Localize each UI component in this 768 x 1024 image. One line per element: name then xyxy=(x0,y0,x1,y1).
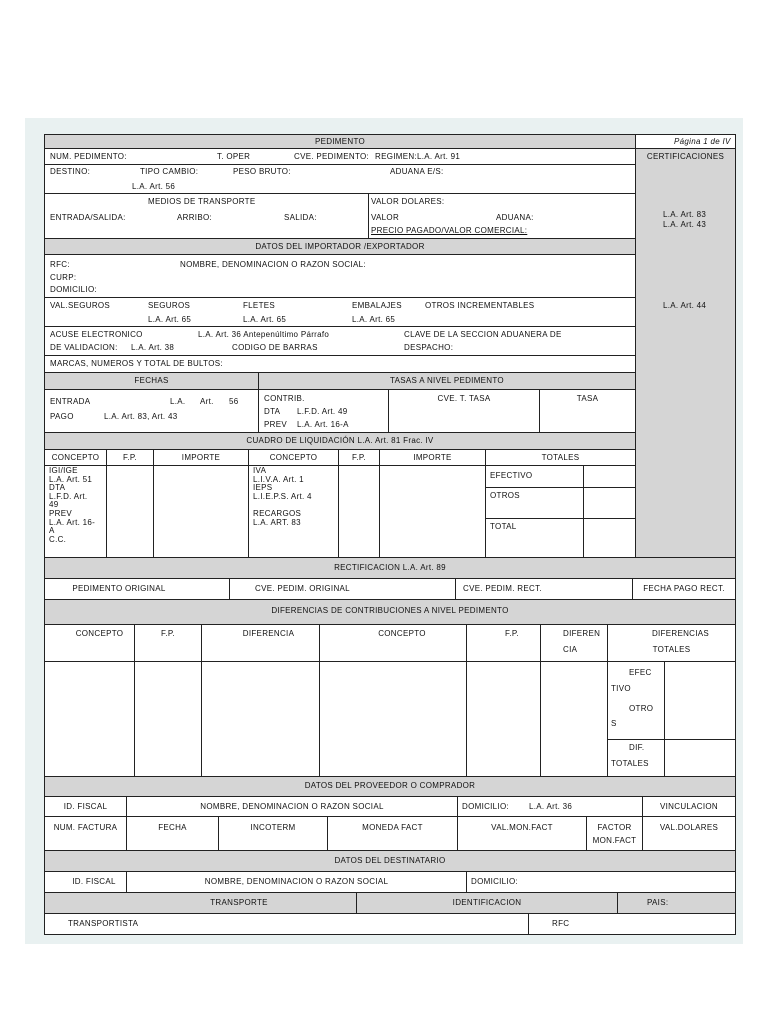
liq-importe-col-1 xyxy=(153,465,249,558)
factor-label-2: MON.FACT xyxy=(592,836,637,845)
dif-diferen-label: DIFEREN xyxy=(563,629,601,638)
dest-domicilio-label: DOMICILIO: xyxy=(471,877,519,886)
fletes-art65: L.A. Art. 65 xyxy=(243,315,287,324)
num-pedimento-label: NUM. PEDIMENTO: xyxy=(50,152,127,161)
liq-left-concept-line: A xyxy=(49,526,55,536)
liquidacion-title: CUADRO DE LIQUIDACIÓN L.A. Art. 81 Frac. IV xyxy=(246,436,434,445)
liq-left-concept-line: 49 xyxy=(49,500,59,510)
otros-incrementables-label: OTROS INCREMENTABLES xyxy=(425,301,535,310)
transporte-label: TRANSPORTE xyxy=(210,898,268,907)
liq-fp-col-2 xyxy=(338,465,380,558)
importador-title: DATOS DEL IMPORTADOR /EXPORTADOR xyxy=(255,242,425,251)
cve-pedimento-label: CVE. PEDIMENTO: xyxy=(294,152,370,161)
dif-s-label: S xyxy=(611,719,617,728)
medios-transporte-label: MEDIOS DE TRANSPORTE xyxy=(148,197,256,206)
peso-bruto-label: PESO BRUTO: xyxy=(233,167,291,176)
valor-dolares-label: VALOR DOLARES: xyxy=(371,197,445,206)
dif-totales-value xyxy=(664,739,736,777)
proveedor-title: DATOS DEL PROVEEDOR O COMPRADOR xyxy=(304,781,476,790)
dif-efec-otros-values xyxy=(664,661,736,740)
dif-totales-foot-label: TOTALES xyxy=(611,759,649,768)
page-number: Página 1 de IV xyxy=(674,137,731,146)
cert-art43: L.A. Art. 43 xyxy=(663,220,707,229)
dest-nombre-label: NOMBRE, DENOMINACION O RAZON SOCIAL xyxy=(204,877,389,886)
liq-left-concept-line: L.A. Art. 51 xyxy=(49,474,93,484)
aduana-label: ADUANA: xyxy=(496,213,534,222)
liq-left-concepts xyxy=(49,467,95,544)
valor-label: VALOR xyxy=(371,213,400,222)
liq-mid-concept-line: IEPS xyxy=(253,483,273,493)
dif-diferencia-col-1 xyxy=(201,624,320,777)
incoterm-cell xyxy=(218,816,328,851)
dif-fp-col-1 xyxy=(134,624,202,777)
liq-left-concept-line: DTA xyxy=(49,483,66,493)
tasas-title: TASAS A NIVEL PEDIMENTO xyxy=(390,376,504,385)
factor-label-1: FACTOR xyxy=(597,823,632,832)
destino-label: DESTINO: xyxy=(50,167,91,176)
cve-original-label: CVE. PEDIM. ORIGINAL xyxy=(255,584,350,593)
entrada-art: Art. xyxy=(200,397,214,406)
regimen-label: REGIMEN:L.A. Art. 91 xyxy=(375,152,461,161)
dif-tivo-label: TIVO xyxy=(611,684,631,693)
marcas-label: MARCAS, NUMEROS Y TOTAL DE BULTOS: xyxy=(50,359,223,368)
destinatario-title: DATOS DEL DESTINATARIO xyxy=(334,856,446,865)
fecha-label: FECHA xyxy=(158,823,187,832)
liq-fp-label-1: F.P. xyxy=(123,453,137,462)
efectivo-label: EFECTIVO xyxy=(490,471,533,480)
liq-left-concept-line: L.A. Art. 16- xyxy=(49,517,96,527)
destino-art56: L.A. Art. 56 xyxy=(132,182,176,191)
cert-art83: L.A. Art. 83 xyxy=(663,210,707,219)
liq-fp-label-2: F.P. xyxy=(352,453,366,462)
acuse-label: ACUSE ELECTRONICO xyxy=(50,330,143,339)
nombre-label: NOMBRE, DENOMINACION O RAZON SOCIAL: xyxy=(180,260,366,269)
art36-ante-label: L.A. Art. 36 Antepenúltimo Párrafo xyxy=(198,330,330,339)
embalajes-art65: L.A. Art. 65 xyxy=(352,315,396,324)
curp-label: CURP: xyxy=(50,273,77,282)
prov-id-fiscal-label: ID. FISCAL xyxy=(63,802,108,811)
prov-nombre-label: NOMBRE, DENOMINACION O RAZON SOCIAL xyxy=(200,802,384,811)
despacho-label: DESPACHO: xyxy=(404,343,454,352)
seguros-art65: L.A. Art. 65 xyxy=(148,315,192,324)
liq-concepto-label-2: CONCEPTO xyxy=(269,453,318,462)
prov-vinculacion-label: VINCULACION xyxy=(660,802,718,811)
cve-rect-label: CVE. PEDIM. RECT. xyxy=(463,584,542,593)
liq-left-concept-line: L.F.D. Art. xyxy=(49,491,88,501)
pago-ref: L.A. Art. 83, Art. 43 xyxy=(104,412,178,421)
liq-mid-concept-line: L.I.V.A. Art. 1 xyxy=(253,474,304,484)
t-oper-label: T. OPER xyxy=(217,152,251,161)
identificacion-label: IDENTIFICACION xyxy=(452,898,522,907)
precio-pagado-label: PRECIO PAGADO/VALOR COMERCIAL: xyxy=(371,226,528,235)
entrada-la: L.A. xyxy=(170,397,186,406)
num-factura-cell xyxy=(44,816,127,851)
pais-label: PAIS: xyxy=(647,898,669,907)
total-label: TOTAL xyxy=(490,522,517,531)
dta-ref: L.F.D. Art. 49 xyxy=(297,407,348,416)
certificaciones-label: CERTIFICACIONES xyxy=(646,152,725,161)
domicilio-label: DOMICILIO: xyxy=(50,285,98,294)
diferencias-title: DIFERENCIAS DE CONTRIBUCIONES A NIVEL PEDIMENTO xyxy=(271,606,509,615)
dif-concepto-col-2 xyxy=(319,624,467,777)
liq-concepto-label-1: CONCEPTO xyxy=(51,453,100,462)
dif-header-divider xyxy=(44,661,608,662)
dif-diferencia-label-1: DIFERENCIA xyxy=(242,629,295,638)
salida-label: SALIDA: xyxy=(284,213,317,222)
pedimento-title: PEDIMENTO xyxy=(314,137,366,146)
otros-value xyxy=(583,487,636,519)
rfc-label: RFC: xyxy=(50,260,70,269)
dif-totales-label-2: TOTALES xyxy=(652,645,691,654)
liq-left-concept-line: C.C. xyxy=(49,534,67,544)
pago-label: PAGO xyxy=(50,412,74,421)
dif-concepto-col-1 xyxy=(44,624,135,777)
val-dolares-label: VAL.DOLARES xyxy=(659,823,719,832)
fletes-label: FLETES xyxy=(243,301,276,310)
dta-label: DTA xyxy=(264,407,281,416)
entrada-salida-label: ENTRADA/SALIDA: xyxy=(50,213,126,222)
seguros-label: SEGUROS xyxy=(148,301,191,310)
rectificacion-title: RECTIFICACION L.A. Art. 89 xyxy=(334,563,446,572)
liq-importe-col-2 xyxy=(379,465,486,558)
fechas-box xyxy=(44,389,259,433)
contrib-label: CONTRIB. xyxy=(264,394,305,403)
dif-cia-label: CIA xyxy=(563,645,578,654)
efectivo-value xyxy=(583,465,636,488)
liq-totales-label: TOTALES xyxy=(541,453,580,462)
entrada-label: ENTRADA xyxy=(50,397,91,406)
transportista-rfc-label: RFC xyxy=(552,919,570,928)
moneda-label: MONEDA FACT xyxy=(362,823,423,832)
aduana-es-label: ADUANA E/S: xyxy=(390,167,444,176)
tasa-label: TASA xyxy=(576,394,599,403)
dest-id-fiscal-label: ID. FISCAL xyxy=(72,877,116,886)
dif-totales-label-1: DIFERENCIAS xyxy=(651,629,710,638)
dif-concepto-label-1: CONCEPTO xyxy=(75,629,124,638)
val-seguros-label: VAL.SEGUROS xyxy=(50,301,111,310)
fecha-pago-label: FECHA PAGO RECT. xyxy=(643,584,725,593)
dif-concepto-label-2: CONCEPTO xyxy=(378,629,426,638)
transportista-label: TRANSPORTISTA xyxy=(68,919,139,928)
ped-original-label: PEDIMENTO ORIGINAL xyxy=(72,584,166,593)
liq-mid-concept-line: IVA xyxy=(253,466,267,475)
cert-art44: L.A. Art. 44 xyxy=(663,301,707,310)
codigo-barras-label: CODIGO DE BARRAS xyxy=(232,343,318,352)
embalajes-label: EMBALAJES xyxy=(352,301,402,310)
clave-seccion-label: CLAVE DE LA SECCION ADUANERA DE xyxy=(404,330,562,339)
val-dolares-cell xyxy=(642,816,736,851)
liq-mid-concept-line: RECARGOS xyxy=(253,508,302,518)
val-mon-cell xyxy=(457,816,587,851)
pais-header xyxy=(617,892,736,914)
dif-fp-label-2: F.P. xyxy=(505,629,519,638)
entrada-56: 56 xyxy=(229,397,239,406)
liq-mid-concepts xyxy=(253,467,312,527)
validacion-label: DE VALIDACION: xyxy=(50,343,118,352)
dif-efec-label: EFEC xyxy=(629,668,652,677)
otros-label: OTROS xyxy=(490,491,520,500)
fechas-title: FECHAS xyxy=(134,376,169,385)
liq-fp-col-1 xyxy=(106,465,154,558)
num-factura-label: NUM. FACTURA xyxy=(53,823,118,832)
moneda-cell xyxy=(327,816,458,851)
validacion-art38: L.A. Art. 38 xyxy=(131,343,175,352)
prov-art36: L.A. Art. 36 xyxy=(529,802,573,811)
dif-otro-label: OTRO xyxy=(629,704,654,713)
liq-importe-label-2: IMPORTE xyxy=(413,453,452,462)
prev-ref: L.A. Art. 16-A xyxy=(297,420,349,429)
tipo-cambio-label: TIPO CAMBIO: xyxy=(140,167,199,176)
liq-importe-label-1: IMPORTE xyxy=(181,453,221,462)
liq-left-concept-line: IGI/IGE xyxy=(49,466,78,475)
dif-fp-col-2 xyxy=(466,624,541,777)
total-value xyxy=(583,518,636,558)
dif-fp-label-1: F.P. xyxy=(161,629,175,638)
liq-left-concept-line: PREV xyxy=(49,508,72,518)
prev-label: PREV xyxy=(264,420,287,429)
liq-mid-concept-line: L.I.E.P.S. Art. 4 xyxy=(253,491,312,501)
dif-dif-label: DIF. xyxy=(629,743,645,752)
incoterm-label: INCOTERM xyxy=(250,823,296,832)
cve-t-tasa-label: CVE. T. TASA xyxy=(437,394,491,403)
fecha-cell xyxy=(126,816,219,851)
prov-domicilio-label: DOMICILIO: xyxy=(462,802,510,811)
arribo-label: ARRIBO: xyxy=(177,213,212,222)
val-mon-label: VAL.MON.FACT xyxy=(491,823,553,832)
incrementables-row xyxy=(44,297,636,327)
liq-mid-concept-line: L.A. ART. 83 xyxy=(253,517,301,527)
